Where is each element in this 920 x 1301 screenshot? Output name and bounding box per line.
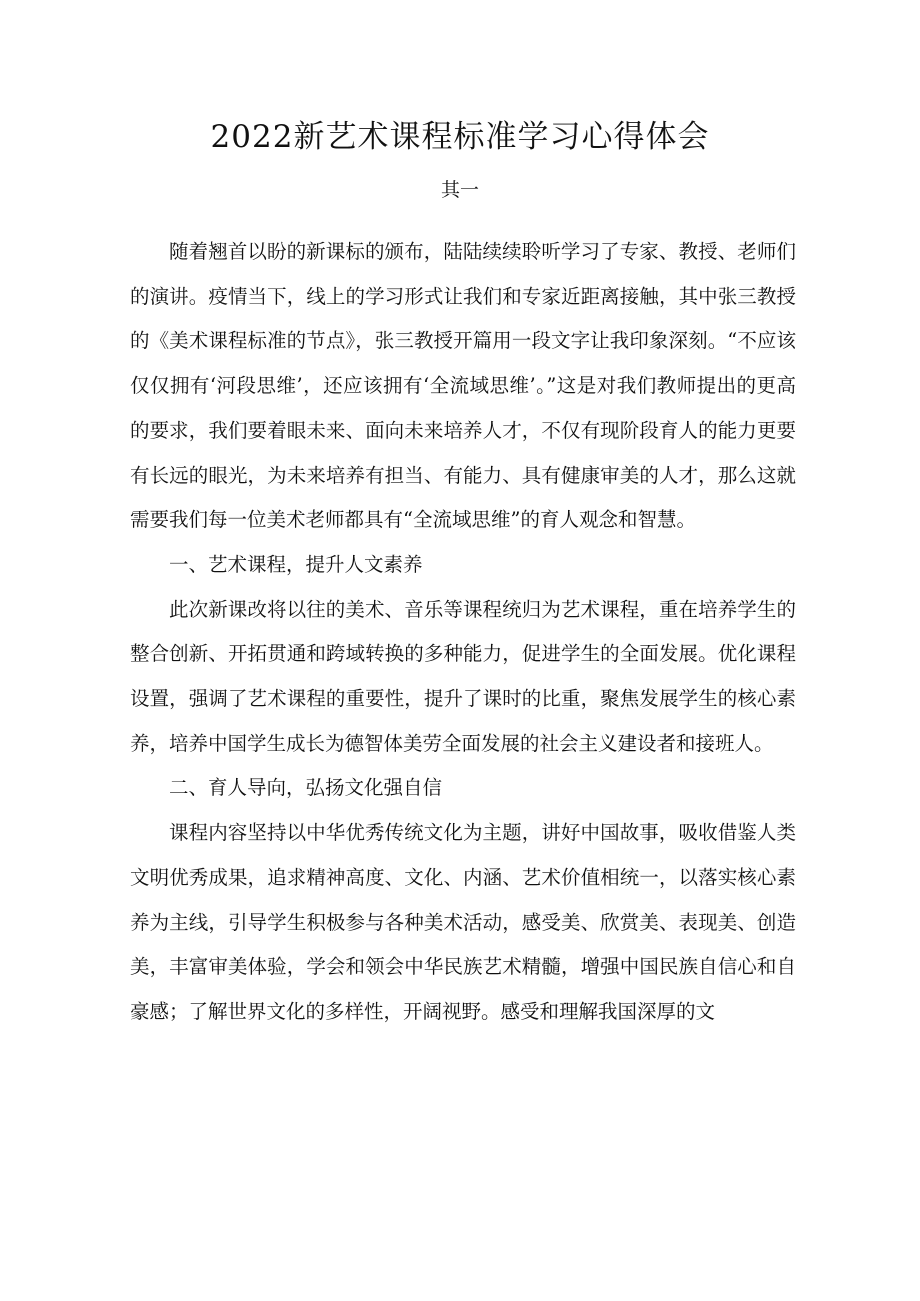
paragraph-section-2: 课程内容坚持以中华优秀传统文化为主题，讲好中国故事，吸收借鉴人类文明优秀成果，追求精神高度、文化、内涵、艺术价值相统一，以落实核心素养为主线，引导学生积极参与各种美术活动，感受美、欣赏美、表现美、创造美，丰富审美体验，学会和领会中华民族艺术精髓，增强中国民族自信心和自豪感；了解世界文化的多样性，开阔视野。感受和理解我国深厚的文 bbox=[130, 821, 796, 1023]
section-heading-2: 二、育人导向，弘扬文化强自信 bbox=[169, 776, 443, 800]
section-heading-1: 一、艺术课程，提升人文素养 bbox=[169, 552, 423, 576]
document-title: 2022新艺术课程标准学习心得体会 bbox=[210, 119, 710, 155]
paragraph-section-1: 此次新课改将以往的美术、音乐等课程统归为艺术课程，重在培养学生的整合创新、开拓贯通和跨域转换的多种能力，促进学生的全面发展。优化课程设置，强调了艺术课程的重要性，提升了课时的比重，聚焦发展学生的核心素养，培养中国学生成长为德智体美劳全面发展的社会主义建设者和接班人。 bbox=[130, 597, 796, 755]
document-subtitle: 其一 bbox=[440, 179, 479, 201]
paragraph-intro: 随着翘首以盼的新课标的颁布，陆陆续续聆听学习了专家、教授、老师们的演讲。疫情当下，线上的学习形式让我们和专家近距离接触，其中张三教授的《美术课程标准的节点》，张三教授开篇用一段文字让我印象深刻。“不应该仅仅拥有‘河段思维’，还应该拥有‘全流域思维’。”这是对我们教师提出的更高的要求，我们要着眼未来、面向未来培养人才，不仅有现阶段育人的能力更要有长远的眼光，为未来培养有担当、有能力、具有健康审美的人才，那么这就需要我们每一位美术老师都具有“全流域思维”的育人观念和智慧。 bbox=[130, 240, 796, 532]
document-body bbox=[130, 230, 796, 1035]
